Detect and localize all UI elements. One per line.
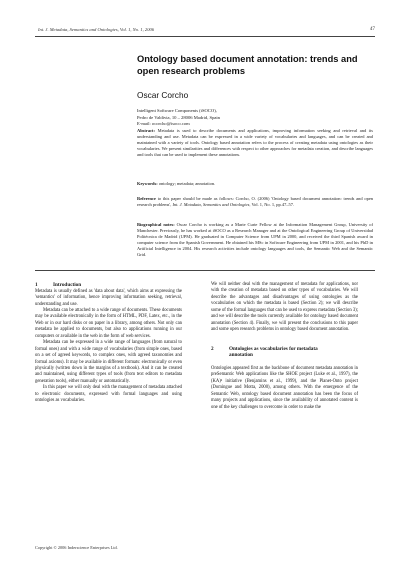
section-2-title-line-1: Ontologies as vocabularies for metadata (229, 345, 318, 352)
keywords (137, 181, 373, 187)
page-number: 47 (369, 26, 375, 32)
section-1-title: Introduction (53, 282, 82, 288)
section-2-heading (211, 346, 358, 359)
author-name: Oscar Corcho (137, 90, 189, 100)
bio-text: Oscar Corcho is working as a Marie Curie Fellow at the Information Management Group, University of Manchester. Previously, he has worked at iSOCO as a Research Manager and at the Ontological Engineering Group of Universidad Politécnica de Madrid (UPM). He graduated in Computer Science from UPM in 2000, and received the third Spanish award in computer science from the Spanish Government. He obtained his MSc in Software Engineering from UPM in 2001, and his PhD in Artificial Intelligence in 2004. His research activities include ontology languages and tools, the Semantic Web and the Semantic Grid. (137, 222, 374, 257)
section-1-heading (35, 282, 182, 289)
keywords-text: ontology; metadata; annotation. (158, 181, 216, 186)
left-column (35, 282, 182, 405)
header-rule (35, 36, 375, 37)
reference-journal: Int. J. Metadata, Semantics and Ontologies (172, 201, 250, 207)
keywords-label: Keywords: (137, 181, 158, 186)
reference-note (137, 196, 373, 208)
running-head: Int. J. Metadata, Semantics and Ontologies, Vol. 1, No. 1, 2006 (38, 27, 155, 32)
author-affiliation (137, 108, 367, 128)
intro-paragraph-1: Metadata is usually defined as 'data about data', which aims at expressing the 'semantics' of information, hence improving information seeking, retrieval, understanding and use. (35, 288, 182, 307)
author-email: E-mail: ocorcho@isoco.com (137, 121, 190, 127)
section-2-paragraph: Ontologies appeared first as the backbone of document metadata annotation in preSemantic Web applications like the SHOE project (Luke et al., 1997), the (KA)² initiative (Benjamins et al., 1999), and the Planet-Onto project (Domingue and Motta, 2000), among others. With the emergence of the Semantic Web, ontology based document annotation has been the focus of many projects and applications, since the availability of annotated content is one of the key challenges to overcome in order to make the (211, 365, 358, 410)
paper-title: Ontology based document annotation: trends and open research problems (137, 54, 358, 76)
abstract-text: Metadata is used to describe documents and applications, improving information seeking and retrieval and its understanding and use. Metadata can be expressed in a wide variety of vocabularies and languages, and can be created and maintained with a variety of tools. Ontology based annotation refers to the process of creating metadata using ontologies as their vocabularies. We present similarities and differences with respect to other approaches for metadata creation, and describe languages and tools that can be used to implement these annotations. (137, 128, 374, 157)
intro-paragraph-5: We will neither deal with the management of metadata for applications, nor with the creation of metadata based on other types of vocabularies. We will describe the advantages and disadvantages of using ontologies as the vocabularies on which the metadata is based (Section 2); we will describe some of the formal languages that can be used to express metadata (Section 3); and we will describe the tools currently available for ontology based document annotation (Section 4). Finally, we will present the conclusions to this paper and some open research problems in ontology based document annotation. (211, 282, 358, 333)
right-column (211, 282, 358, 411)
intro-paragraph-2: Metadata can be attached to a wide range of documents. These documents may be available electronically in the form of HTML, PDF, Latex, etc., in the Web or in our hard disks or on paper in a library, among others. Not only can metadata be applied to documents, but also to applications running in our computers or available in the web in the form of web services. (35, 307, 182, 339)
section-2-title-line-2: annotation (229, 352, 253, 359)
abstract (137, 128, 373, 158)
reference-text: to this paper should be made as follows: Corcho, O. (2006) 'Ontology based document annotation: trends and open research problems', (137, 196, 374, 207)
copyright-footer: Copyright © 2006 Inderscience Enterprises Ltd. (35, 545, 118, 550)
bio-label: Biographical notes: (137, 222, 175, 227)
intro-paragraph-4: In this paper we will only deal with the management of metadata attached to electronic documents, expressed with formal languages and using ontologies as vocabularies. (35, 385, 182, 404)
front-matter-rule (35, 270, 375, 271)
reference-volume: , Vol. 1, No. 1, pp.47–57. (249, 201, 295, 207)
author-address: Pedro de Valdivia, 10 – 28006 Madrid, Spain (137, 114, 220, 120)
author-org: Intelligent Software Components (iSOCO), (137, 108, 217, 113)
section-1-number: 1 (35, 282, 38, 288)
abstract-label: Abstract: (137, 128, 155, 133)
reference-label: Reference (137, 196, 156, 201)
biographical-notes (137, 222, 373, 258)
intro-paragraph-3: Metadata can be expressed in a wide range of languages (from natural to formal ones) and with a wide range of vocabularies (from simple ones, based on a set of agreed keywords, to complex ones, with agreed taxonomies and formal axioms). It may be available in different formats: electronically or even physically (written down in the margins of a textbook). And it can be created and maintained, using different types of tools (from text editors to metadata generation tools), either manually or automatically. (35, 340, 182, 384)
section-2-number: 2 (211, 345, 214, 352)
